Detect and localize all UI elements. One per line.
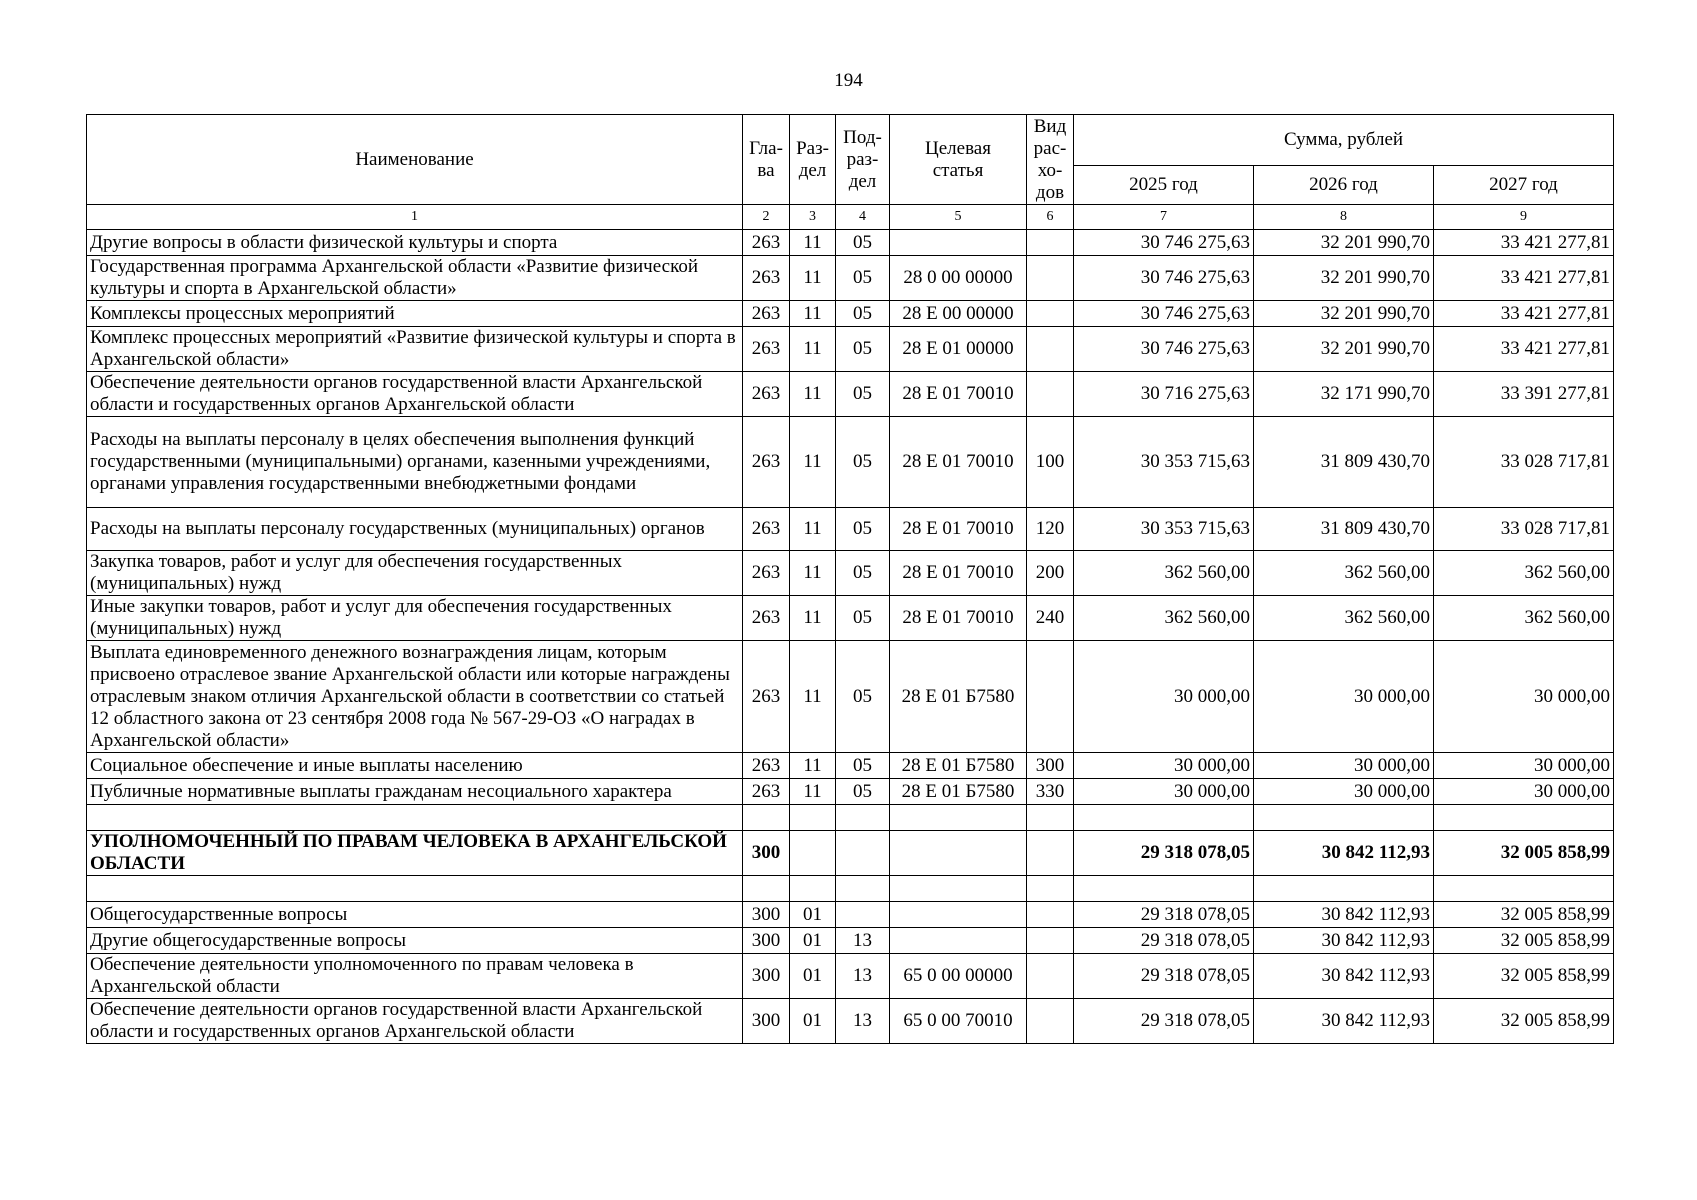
header-subsection: Под- раз- дел xyxy=(836,115,890,205)
row-name: Общегосударственные вопросы xyxy=(87,902,743,928)
row-amount-2026: 30 842 112,93 xyxy=(1254,954,1434,999)
table-row xyxy=(87,753,1614,779)
row-amount-2025: 30 000,00 xyxy=(1074,753,1254,779)
header-year-2025: 2025 год xyxy=(1074,166,1254,205)
row-section xyxy=(790,805,836,831)
table-row xyxy=(87,596,1614,641)
row-name: Комплексы процессных мероприятий xyxy=(87,301,743,327)
row-section: 11 xyxy=(790,508,836,551)
row-target-item xyxy=(890,902,1027,928)
row-amount-2025 xyxy=(1074,876,1254,902)
row-subsection xyxy=(836,902,890,928)
row-target-item: 28 0 00 00000 xyxy=(890,256,1027,301)
row-amount-2027: 30 000,00 xyxy=(1434,641,1614,753)
row-amount-2026: 32 201 990,70 xyxy=(1254,301,1434,327)
header-name: Наименование xyxy=(87,115,743,205)
row-subsection: 05 xyxy=(836,417,890,508)
row-subsection: 13 xyxy=(836,928,890,954)
row-amount-2027: 33 028 717,81 xyxy=(1434,417,1614,508)
table-row xyxy=(87,805,1614,831)
row-section: 11 xyxy=(790,256,836,301)
row-subsection: 05 xyxy=(836,301,890,327)
row-expense-type xyxy=(1027,805,1074,831)
row-subsection: 05 xyxy=(836,641,890,753)
column-number: 9 xyxy=(1434,205,1614,230)
row-amount-2027: 33 421 277,81 xyxy=(1434,327,1614,372)
row-amount-2027: 32 005 858,99 xyxy=(1434,999,1614,1044)
row-name: Обеспечение деятельности уполномоченного по правам человека в Архангельской области xyxy=(87,954,743,999)
table-row xyxy=(87,508,1614,551)
row-expense-type: 300 xyxy=(1027,753,1074,779)
row-expense-type xyxy=(1027,999,1074,1044)
row-chapter: 263 xyxy=(743,596,790,641)
row-name: Расходы на выплаты персоналу в целях обеспечения выполнения функций государственными (муниципальными) органами, казенными учреждениями, органами управления государственными внебюджетными фондами xyxy=(87,417,743,508)
row-amount-2025: 30 353 715,63 xyxy=(1074,417,1254,508)
budget-table xyxy=(86,114,1614,1044)
column-number: 2 xyxy=(743,205,790,230)
row-amount-2025: 30 746 275,63 xyxy=(1074,301,1254,327)
header-section: Раз- дел xyxy=(790,115,836,205)
table-row xyxy=(87,230,1614,256)
row-amount-2025: 30 000,00 xyxy=(1074,641,1254,753)
row-amount-2027: 33 421 277,81 xyxy=(1434,301,1614,327)
row-subsection: 05 xyxy=(836,753,890,779)
row-target-item: 28 Е 01 70010 xyxy=(890,596,1027,641)
table-row xyxy=(87,999,1614,1044)
row-amount-2026: 30 000,00 xyxy=(1254,641,1434,753)
row-section: 01 xyxy=(790,902,836,928)
row-section: 01 xyxy=(790,999,836,1044)
row-chapter xyxy=(743,876,790,902)
row-chapter: 263 xyxy=(743,508,790,551)
table-row xyxy=(87,417,1614,508)
column-number: 7 xyxy=(1074,205,1254,230)
row-expense-type: 100 xyxy=(1027,417,1074,508)
row-subsection: 05 xyxy=(836,372,890,417)
table-row xyxy=(87,902,1614,928)
row-target-item: 28 Е 01 70010 xyxy=(890,551,1027,596)
row-target-item: 28 Е 01 Б7580 xyxy=(890,753,1027,779)
row-amount-2027: 362 560,00 xyxy=(1434,551,1614,596)
row-amount-2026: 31 809 430,70 xyxy=(1254,417,1434,508)
row-chapter: 263 xyxy=(743,256,790,301)
row-target-item: 65 0 00 00000 xyxy=(890,954,1027,999)
row-expense-type xyxy=(1027,902,1074,928)
row-target-item: 28 Е 01 Б7580 xyxy=(890,641,1027,753)
row-amount-2025: 30 746 275,63 xyxy=(1074,256,1254,301)
row-amount-2026: 362 560,00 xyxy=(1254,596,1434,641)
row-section: 01 xyxy=(790,928,836,954)
table-row xyxy=(87,372,1614,417)
row-subsection: 05 xyxy=(836,327,890,372)
row-chapter: 263 xyxy=(743,301,790,327)
row-amount-2025 xyxy=(1074,805,1254,831)
row-name xyxy=(87,805,743,831)
row-chapter: 300 xyxy=(743,902,790,928)
row-target-item: 28 Е 01 70010 xyxy=(890,417,1027,508)
row-amount-2026: 30 000,00 xyxy=(1254,779,1434,805)
row-section: 11 xyxy=(790,641,836,753)
row-name: Выплата единовременного денежного вознаграждения лицам, которым присвоено отраслевое звание Архангельской области или которые награждены отраслевым знаком отличия Архангельской области в соответствии со статьей 12 областного закона от 23 сентября 2008 года № 567-29-ОЗ «О наградах в Архангельской области» xyxy=(87,641,743,753)
row-name xyxy=(87,876,743,902)
row-expense-type: 330 xyxy=(1027,779,1074,805)
row-expense-type xyxy=(1027,327,1074,372)
row-subsection: 13 xyxy=(836,999,890,1044)
row-amount-2027: 32 005 858,99 xyxy=(1434,928,1614,954)
table-row xyxy=(87,551,1614,596)
row-amount-2026: 30 842 112,93 xyxy=(1254,831,1434,876)
row-section: 11 xyxy=(790,551,836,596)
row-expense-type xyxy=(1027,641,1074,753)
row-target-item xyxy=(890,876,1027,902)
row-amount-2026: 32 201 990,70 xyxy=(1254,230,1434,256)
row-amount-2027: 33 421 277,81 xyxy=(1434,256,1614,301)
header-row-1 xyxy=(87,115,1614,166)
row-expense-type xyxy=(1027,256,1074,301)
row-name: УПОЛНОМОЧЕННЫЙ ПО ПРАВАМ ЧЕЛОВЕКА В АРХАНГЕЛЬСКОЙ ОБЛАСТИ xyxy=(87,831,743,876)
header-year-2026: 2026 год xyxy=(1254,166,1434,205)
header-year-2027: 2027 год xyxy=(1434,166,1614,205)
row-amount-2025: 30 746 275,63 xyxy=(1074,230,1254,256)
row-subsection xyxy=(836,831,890,876)
row-amount-2027: 30 000,00 xyxy=(1434,779,1614,805)
row-name: Социальное обеспечение и иные выплаты населению xyxy=(87,753,743,779)
row-target-item: 28 Е 01 70010 xyxy=(890,372,1027,417)
row-amount-2025: 362 560,00 xyxy=(1074,551,1254,596)
row-target-item xyxy=(890,805,1027,831)
row-name: Обеспечение деятельности органов государственной власти Архангельской области и государственных органов Архангельской области xyxy=(87,372,743,417)
row-amount-2025: 30 746 275,63 xyxy=(1074,327,1254,372)
row-subsection: 05 xyxy=(836,230,890,256)
row-section xyxy=(790,876,836,902)
column-number: 3 xyxy=(790,205,836,230)
row-expense-type xyxy=(1027,928,1074,954)
row-section: 11 xyxy=(790,596,836,641)
row-subsection: 05 xyxy=(836,596,890,641)
row-amount-2026: 30 842 112,93 xyxy=(1254,902,1434,928)
row-subsection: 05 xyxy=(836,256,890,301)
row-target-item: 65 0 00 70010 xyxy=(890,999,1027,1044)
row-chapter: 263 xyxy=(743,753,790,779)
row-chapter: 263 xyxy=(743,230,790,256)
header-chapter: Гла- ва xyxy=(743,115,790,205)
table-row xyxy=(87,779,1614,805)
row-target-item: 28 Е 00 00000 xyxy=(890,301,1027,327)
row-name: Иные закупки товаров, работ и услуг для обеспечения государственных (муниципальных) нужд xyxy=(87,596,743,641)
row-target-item: 28 Е 01 Б7580 xyxy=(890,779,1027,805)
column-number: 4 xyxy=(836,205,890,230)
column-number: 5 xyxy=(890,205,1027,230)
row-chapter: 263 xyxy=(743,551,790,596)
column-numbers-row xyxy=(87,205,1614,230)
row-chapter: 263 xyxy=(743,327,790,372)
table-row xyxy=(87,301,1614,327)
row-name: Комплекс процессных мероприятий «Развитие физической культуры и спорта в Архангельской области» xyxy=(87,327,743,372)
row-amount-2025: 29 318 078,05 xyxy=(1074,902,1254,928)
header-sum: Сумма, рублей xyxy=(1074,115,1614,166)
row-expense-type xyxy=(1027,301,1074,327)
row-chapter: 300 xyxy=(743,831,790,876)
table-row xyxy=(87,831,1614,876)
row-subsection: 05 xyxy=(836,779,890,805)
header-expense-type: Вид рас- хо- дов xyxy=(1027,115,1074,205)
table-row xyxy=(87,256,1614,301)
row-chapter: 263 xyxy=(743,417,790,508)
row-amount-2025: 362 560,00 xyxy=(1074,596,1254,641)
row-name: Другие вопросы в области физической культуры и спорта xyxy=(87,230,743,256)
row-section xyxy=(790,831,836,876)
row-amount-2026 xyxy=(1254,805,1434,831)
row-section: 11 xyxy=(790,372,836,417)
row-name: Другие общегосударственные вопросы xyxy=(87,928,743,954)
row-expense-type xyxy=(1027,876,1074,902)
row-amount-2026: 32 201 990,70 xyxy=(1254,256,1434,301)
page-number: 194 xyxy=(834,70,863,91)
row-expense-type xyxy=(1027,230,1074,256)
row-name: Публичные нормативные выплаты гражданам несоциального характера xyxy=(87,779,743,805)
row-target-item xyxy=(890,230,1027,256)
row-expense-type xyxy=(1027,954,1074,999)
row-section: 11 xyxy=(790,230,836,256)
row-amount-2025: 30 353 715,63 xyxy=(1074,508,1254,551)
row-section: 11 xyxy=(790,417,836,508)
row-chapter: 300 xyxy=(743,928,790,954)
row-subsection xyxy=(836,805,890,831)
row-amount-2027 xyxy=(1434,805,1614,831)
row-target-item: 28 Е 01 70010 xyxy=(890,508,1027,551)
table-row xyxy=(87,327,1614,372)
row-amount-2025: 30 000,00 xyxy=(1074,779,1254,805)
row-amount-2027: 362 560,00 xyxy=(1434,596,1614,641)
row-amount-2025: 29 318 078,05 xyxy=(1074,831,1254,876)
row-amount-2027 xyxy=(1434,876,1614,902)
row-name: Обеспечение деятельности органов государственной власти Архангельской области и государственных органов Архангельской области xyxy=(87,999,743,1044)
row-expense-type xyxy=(1027,831,1074,876)
row-amount-2025: 29 318 078,05 xyxy=(1074,999,1254,1044)
row-section: 01 xyxy=(790,954,836,999)
row-amount-2027: 33 391 277,81 xyxy=(1434,372,1614,417)
row-subsection: 13 xyxy=(836,954,890,999)
row-chapter: 263 xyxy=(743,779,790,805)
row-target-item: 28 Е 01 00000 xyxy=(890,327,1027,372)
table-row xyxy=(87,954,1614,999)
column-number: 1 xyxy=(87,205,743,230)
row-amount-2026: 32 201 990,70 xyxy=(1254,327,1434,372)
row-subsection: 05 xyxy=(836,508,890,551)
row-section: 11 xyxy=(790,753,836,779)
row-name: Расходы на выплаты персоналу государственных (муниципальных) органов xyxy=(87,508,743,551)
row-expense-type xyxy=(1027,372,1074,417)
row-amount-2027: 33 028 717,81 xyxy=(1434,508,1614,551)
row-expense-type: 120 xyxy=(1027,508,1074,551)
column-number: 6 xyxy=(1027,205,1074,230)
row-amount-2026: 30 842 112,93 xyxy=(1254,928,1434,954)
row-target-item xyxy=(890,831,1027,876)
row-chapter: 300 xyxy=(743,999,790,1044)
table-row xyxy=(87,876,1614,902)
row-amount-2025: 29 318 078,05 xyxy=(1074,928,1254,954)
row-name: Закупка товаров, работ и услуг для обеспечения государственных (муниципальных) нужд xyxy=(87,551,743,596)
row-amount-2025: 29 318 078,05 xyxy=(1074,954,1254,999)
row-subsection xyxy=(836,876,890,902)
row-amount-2026 xyxy=(1254,876,1434,902)
row-amount-2027: 32 005 858,99 xyxy=(1434,902,1614,928)
row-section: 11 xyxy=(790,779,836,805)
table-row xyxy=(87,928,1614,954)
row-chapter: 263 xyxy=(743,372,790,417)
row-section: 11 xyxy=(790,327,836,372)
row-amount-2027: 32 005 858,99 xyxy=(1434,954,1614,999)
header-target-item: Целевая статья xyxy=(890,115,1027,205)
row-chapter: 263 xyxy=(743,641,790,753)
row-amount-2027: 30 000,00 xyxy=(1434,753,1614,779)
row-amount-2027: 33 421 277,81 xyxy=(1434,230,1614,256)
row-amount-2026: 30 000,00 xyxy=(1254,753,1434,779)
row-expense-type: 200 xyxy=(1027,551,1074,596)
row-name: Государственная программа Архангельской области «Развитие физической культуры и спорта в Архангельской области» xyxy=(87,256,743,301)
row-chapter: 300 xyxy=(743,954,790,999)
row-subsection: 05 xyxy=(836,551,890,596)
row-amount-2026: 31 809 430,70 xyxy=(1254,508,1434,551)
row-chapter xyxy=(743,805,790,831)
row-target-item xyxy=(890,928,1027,954)
column-number: 8 xyxy=(1254,205,1434,230)
row-amount-2027: 32 005 858,99 xyxy=(1434,831,1614,876)
row-expense-type: 240 xyxy=(1027,596,1074,641)
row-section: 11 xyxy=(790,301,836,327)
row-amount-2025: 30 716 275,63 xyxy=(1074,372,1254,417)
row-amount-2026: 362 560,00 xyxy=(1254,551,1434,596)
row-amount-2026: 30 842 112,93 xyxy=(1254,999,1434,1044)
table-row xyxy=(87,641,1614,753)
row-amount-2026: 32 171 990,70 xyxy=(1254,372,1434,417)
